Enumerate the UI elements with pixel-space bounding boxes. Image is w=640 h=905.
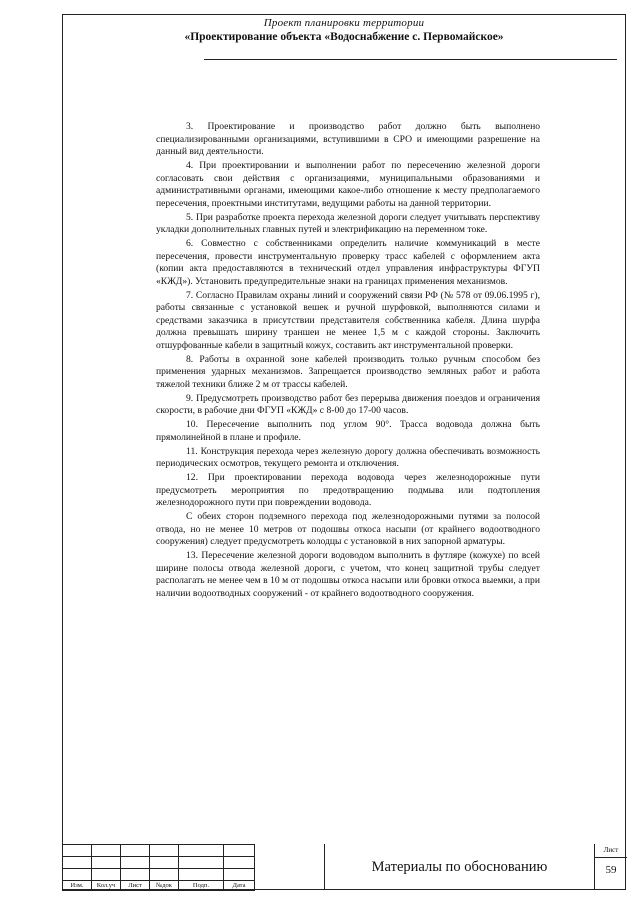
paragraph: 5. При разработке проекта перехода железной дороги следует учитывать перспективу укладки дополнительных главных путей и электрификацию на переменном токе. <box>156 211 540 235</box>
title-block <box>62 844 626 890</box>
header-project-title: «Проектирование объекта «Водоснабжение с. Первомайское» <box>184 31 504 43</box>
revision-table <box>62 844 255 891</box>
column-data: Дата <box>224 881 255 891</box>
paragraph: 7. Согласно Правилам охраны линий и сооружений связи РФ (№ 578 от 09.06.1995 г), работы связанные с установкой вешек и ручной шурфовкой, выполняются силами и средствами заказчика в присутствии представителя собственника кабеля. Длина шурфа должна превышать ширину траншеи не менее 1,5 м с каждой стороны. Заключить отшурфованные кабели в защитный кожух, составить акт инструментальной проверки. <box>156 289 540 351</box>
paragraph: 10. Пересечение выполнить под углом 90°. Трасса водовода должна быть прямолинейной в плане и профиле. <box>156 419 540 443</box>
paragraph: 6. Совместно с собственниками определить наличие коммуникаций в месте пересечения, провести инструментальную проверку трасс кабелей с оформлением акта (копии акта предоставляются в технический отдел управления инфраструктуры ФГУП «КЖД»). Установить предупредительные знаки на границах применения механизмов. <box>156 238 540 287</box>
column-ndok: №док <box>150 881 179 891</box>
document-header <box>62 17 626 43</box>
paragraph: 11. Конструкция перехода через железную дорогу должна обеспечивать возможность периодических осмотров, текущего ремонта и отключения. <box>156 445 540 469</box>
paragraph: С обеих сторон подземного перехода под железнодорожными путями за полосой отвода, но не менее 10 метров от подошвы откоса насыпи (от крайнего водоотводного сооружения) следует предусмотреть колодцы с установкой в них запорной арматуры. <box>156 511 540 547</box>
paragraph: 4. При проектировании и выполнении работ по пересечению железной дороги согласовать свои действия с организациями, муниципальными образованиями и административными органами, имеющими какое-либо отношение к месту предполагаемого пересечения, проектными институтами, ведущими работы на данной территории. <box>156 160 540 209</box>
document-body <box>156 121 540 711</box>
header-rule <box>204 59 617 60</box>
column-kol-uch: Кол.уч <box>92 881 121 891</box>
column-podp: Подп. <box>179 881 224 891</box>
sheet-number: 59 <box>605 864 617 876</box>
paragraph: 13. Пересечение железной дороги водоводом выполнить в футляре (кожухе) по всей ширине полосы отвода железной дороги, с учетом, что конец защитной трубы следует располагать не менее чем в 10 м от подошвы откоса насыпи или бровки откоса выемки, а при наличии водоотводных сооружений - от крайнего водоотводного сооружения. <box>156 550 540 599</box>
column-izm: Изм. <box>63 881 92 891</box>
sheet-divider <box>595 857 627 858</box>
column-list: Лист <box>121 881 150 891</box>
sheet-box <box>594 844 626 890</box>
sheet-label: Лист <box>603 846 619 854</box>
paragraph: 8. Работы в охранной зоне кабелей производить только ручным способом без применения ударных механизмов. Запрещается производство земляных работ и работа тяжелой техники ближе 2 м от трассы кабелей. <box>156 353 540 390</box>
paragraph: 12. При проектировании перехода водовода через железнодорожные пути предусмотреть мероприятия по предотвращению подмыва или подтопления железнодорожного пути при повреждении водовода. <box>156 472 540 508</box>
paragraph: 3. Проектирование и производство работ должно быть выполнено специализированными организациями, вступившими в СРО и имеющими разрешение на данный вид деятельности. <box>156 121 540 157</box>
header-project-type: Проект планировки территории <box>263 17 425 29</box>
stamp-title: Материалы по обоснованию <box>324 844 594 890</box>
paragraph: 9. Предусмотреть производство работ без перерыва движения поездов и ограничения скорости, в рабочие дни ФГУП «КЖД» с 8-00 до 17-00 часов. <box>156 392 540 416</box>
